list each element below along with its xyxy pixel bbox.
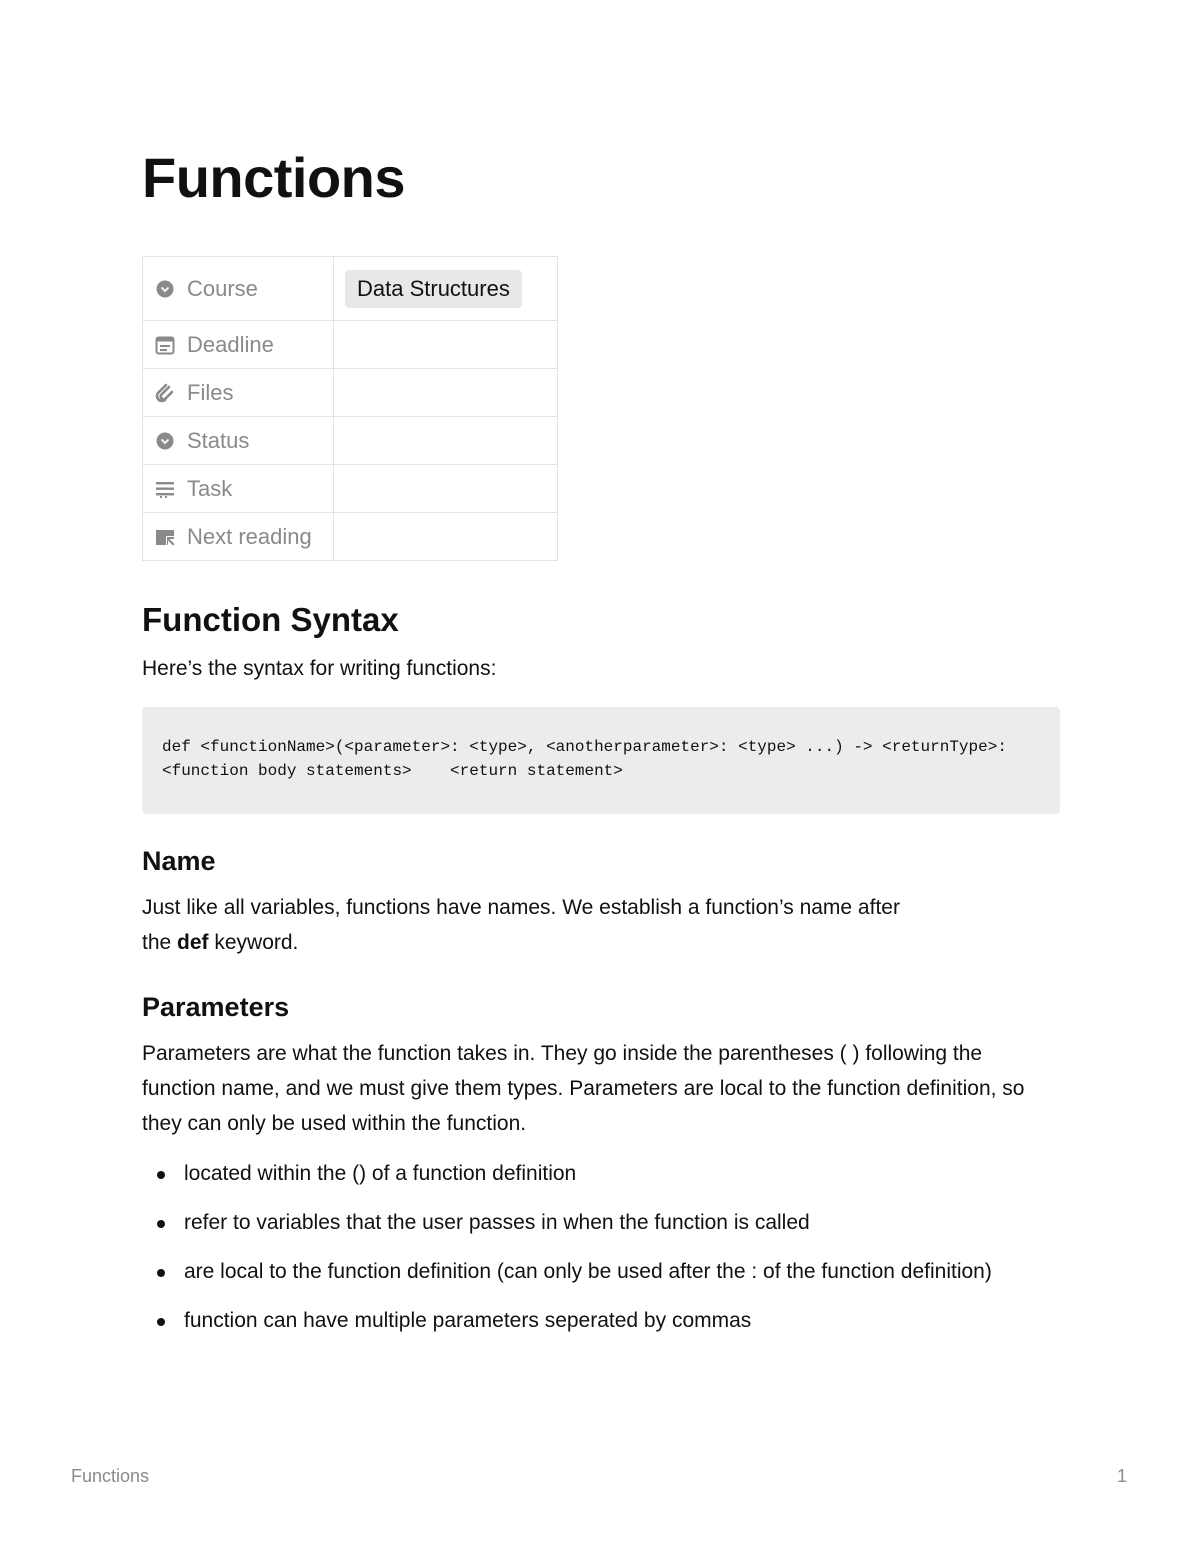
property-key-files[interactable]: [143, 369, 334, 417]
property-value-status[interactable]: [334, 417, 558, 465]
property-row-files: [143, 369, 558, 417]
property-row-next-reading: [143, 513, 558, 561]
def-keyword: def: [177, 931, 209, 954]
property-label: Status: [187, 427, 250, 453]
list-item: function can have multiple parameters seperated by commas: [142, 1303, 1042, 1338]
property-value-course[interactable]: [334, 257, 558, 321]
select-icon: [155, 279, 175, 299]
property-key-deadline[interactable]: [143, 321, 334, 369]
syntax-intro: Here’s the syntax for writing functions:: [142, 657, 497, 680]
property-key-next-reading[interactable]: [143, 513, 334, 561]
page-title: Functions: [142, 146, 406, 209]
property-label: Task: [187, 475, 233, 501]
property-value-next-reading[interactable]: [334, 513, 558, 561]
property-value-files[interactable]: [334, 369, 558, 417]
name-text-pre: the: [142, 931, 178, 954]
property-label: Next reading: [187, 523, 312, 549]
function-syntax-heading: Function Syntax: [142, 601, 399, 638]
property-value-task[interactable]: [334, 465, 558, 513]
page-number: 1: [1117, 1466, 1128, 1486]
properties-table: [142, 256, 558, 561]
property-label: Deadline: [187, 331, 274, 357]
name-heading: Name: [142, 846, 216, 876]
property-row-deadline: [143, 321, 558, 369]
property-row-status: [143, 417, 558, 465]
course-tag[interactable]: Data Structures: [345, 270, 522, 308]
property-label: Files: [187, 379, 234, 405]
code-block[interactable]: [142, 707, 1060, 814]
property-label: Course: [187, 275, 258, 301]
list-item: located within the () of a function definition: [142, 1156, 1042, 1191]
property-key-task[interactable]: [143, 465, 334, 513]
paperclip-icon: [155, 383, 175, 403]
relation-icon: [155, 527, 175, 547]
name-text-line1: Just like all variables, functions have names. We establish a function’s name after: [142, 896, 900, 919]
code-line: def <functionName>(<parameter>: <type>, <anotherparameter>: <type> ...) -> <returnType>:: [162, 738, 1007, 756]
parameters-heading: Parameters: [142, 992, 290, 1022]
calendar-icon: [155, 335, 175, 355]
property-value-deadline[interactable]: [334, 321, 558, 369]
property-key-status[interactable]: [143, 417, 334, 465]
list-item: are local to the function definition (can only be used after the : of the function definition): [142, 1254, 1042, 1289]
property-row-task: [143, 465, 558, 513]
parameters-list: [142, 1156, 1042, 1352]
select-icon: [155, 431, 175, 451]
list-item: refer to variables that the user passes in when the function is called: [142, 1205, 1042, 1240]
footer-title: Functions: [71, 1466, 150, 1486]
property-row-course: [143, 257, 558, 321]
code-line: <function body statements> <return statement>: [162, 762, 623, 780]
text-lines-icon: [155, 479, 175, 499]
name-text-post: keyword.: [208, 931, 299, 954]
parameters-paragraph: Parameters are what the function takes in. They go inside the parentheses ( ) following the function name, and we must give them types. Parameters are local to the function definition, so they can only be used within the function.: [142, 1042, 1025, 1135]
name-paragraph: [142, 890, 1052, 960]
property-key-course[interactable]: [143, 257, 334, 321]
